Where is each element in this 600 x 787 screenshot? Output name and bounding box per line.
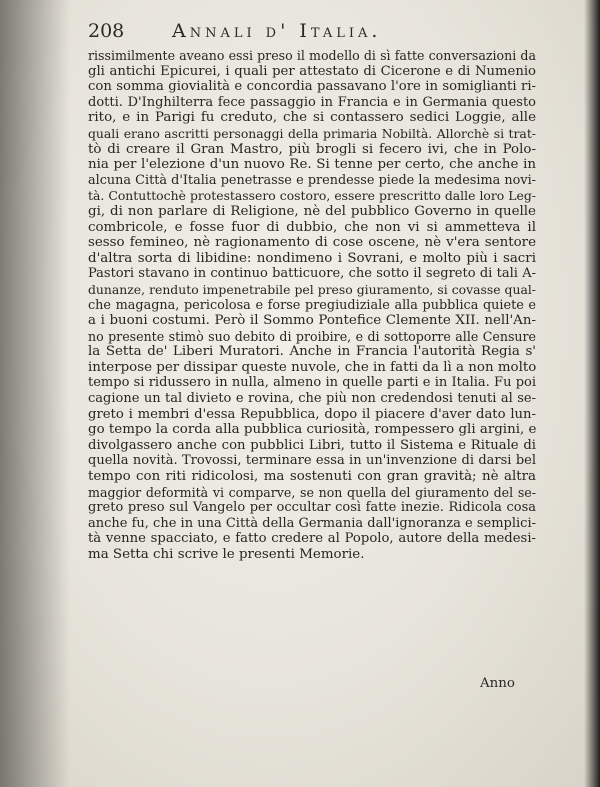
text-line: greto preso sul Vangelo per occultar così fatte inezie. Ridicola cosa	[88, 500, 536, 516]
text-line: sesso femineo, nè ragionamento di cose oscene, nè v'era sentore	[88, 235, 536, 251]
text-line: interpose per dissipar queste nuvole, che in fatti da lì a non molto	[88, 359, 537, 375]
text-line: greto i membri d'essa Repubblica, dopo il piacere d'aver dato lun-	[88, 406, 536, 422]
text-line: Pastori stavano in continuo batticuore, che sotto il segreto di tali A-	[88, 266, 536, 282]
text-line: con somma giovialità e concordia passavano l'ore in somiglianti ri-	[88, 79, 536, 95]
text-line: quali erano ascritti personaggi della primaria Nobiltà. Allorchè si trat-	[88, 125, 536, 141]
page-header	[88, 18, 460, 44]
text-line: tempo con riti ridicolosi, ma sostenuti con gran gravità; nè altra	[88, 469, 536, 485]
text-line: gi, di non parlare di Religione, nè del pubblico Governo in quelle	[88, 203, 536, 219]
catchword: Anno	[480, 676, 515, 691]
text-line: dunanze, renduto impenetrabile pel preso giuramento, si covasse qual-	[88, 281, 536, 297]
text-line: maggior deformità vi comparve, se non quella del giuramento del se-	[88, 484, 536, 500]
text-line: nia per l'elezione d'un nuovo Re. Si tenne per certo, che anche in	[88, 157, 536, 173]
body-text	[88, 48, 536, 563]
text-line: tà. Contuttochè protestassero costoro, essere prescritto dalle loro Leg-	[88, 188, 536, 204]
text-line: rissimilmente aveano essi preso il modello di sì fatte conversazioni da	[88, 48, 536, 63]
text-line: combricole, e fosse fuor di dubbio, che non vi si ammetteva il	[88, 219, 536, 235]
text-line: d'altra sorta di libidine: nondimeno i Sovrani, e molto più i sacri	[88, 250, 536, 266]
text-line: tà venne spacciato, e fatto credere al Popolo, autore della medesi-	[88, 531, 536, 547]
text-line: alcuna Città d'Italia penetrasse e prendesse piede la medesima novi-	[88, 172, 536, 188]
text-line: ma Setta chi scrive le presenti Memorie.	[88, 547, 365, 562]
text-line: go tempo la corda alla pubblica curiosità, rompessero gli argini, e	[88, 422, 537, 438]
text-line: rito, e in Parigi fu creduto, che si contassero sedici Loggie, alle	[88, 110, 536, 126]
text-line: tempo si ridussero in nulla, almeno in quelle parti e in Italia. Fu poi	[88, 375, 536, 391]
text-line: dotti. D'Inghilterra fece passaggio in Francia e in Germania questo	[88, 94, 536, 110]
page-number: 208	[88, 20, 125, 42]
text-line: che magagna, pericolosa e forse pregiudiziale alla pubblica quiete e	[88, 297, 536, 313]
running-title: Annali d' Italia.	[172, 20, 382, 42]
text-line: quella novità. Trovossi, terminare essa in un'invenzione di darsi bel	[88, 453, 536, 469]
text-line: divolgassero anche con pubblici Libri, tutto il Sistema e Rituale di	[88, 437, 536, 453]
text-line: cagione un tal divieto e rovina, che più non credendosi tenuti al se-	[88, 391, 536, 407]
text-line: anche fu, che in una Città della Germania dall'ignoranza e semplici-	[88, 515, 536, 531]
text-line: la Setta de' Liberi Muratori. Anche in Francia l'autorità Regia s'	[88, 344, 536, 360]
text-line: tò di creare il Gran Mastro, più brogli si fecero ivi, che in Polo-	[88, 141, 536, 157]
text-line: gli antichi Epicurei, i quali per attestato di Cicerone e di Numenio	[88, 63, 536, 79]
text-line: a i buoni costumi. Però il Sommo Pontefice Clemente XII. nell'An-	[88, 313, 536, 329]
text-line: no presente stimò suo debito di proibire, e di sottoporre alle Censure	[88, 328, 536, 344]
